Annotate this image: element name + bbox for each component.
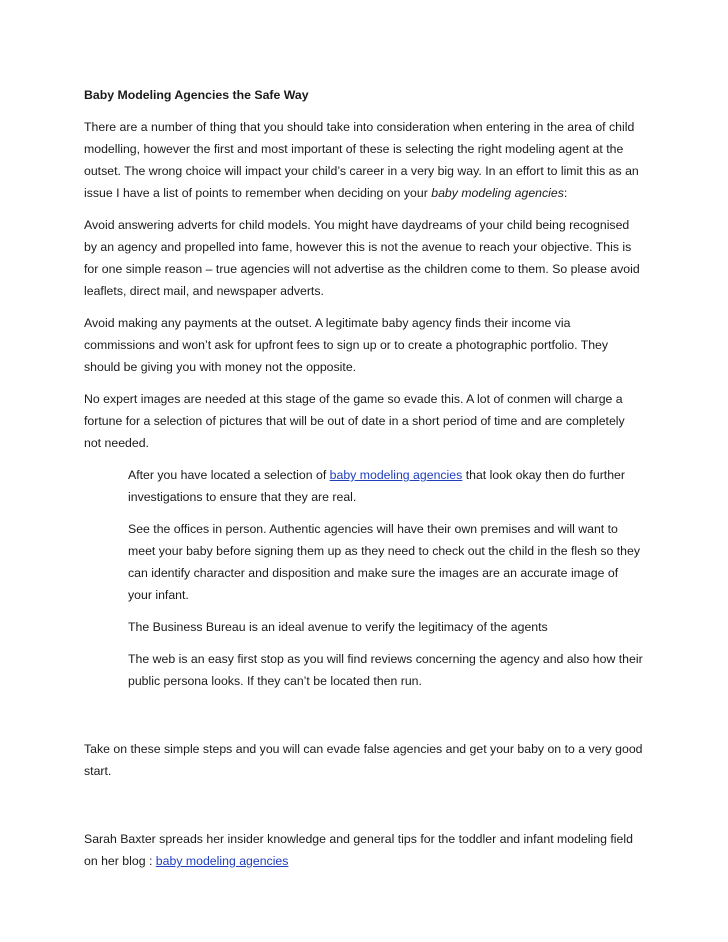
intro-colon: : bbox=[563, 186, 568, 200]
payments-paragraph: Avoid making any payments at the outset. A legitimate baby agency finds their income via commissions and won’t ask for upfront fees to sign up or to create a photographic portfolio. They should be giving you with money not the opposite. bbox=[84, 316, 609, 374]
agencies-link-inline[interactable]: baby modeling agencies bbox=[329, 468, 463, 482]
offices-paragraph: See the offices in person. Authentic agencies will have their own premises and will want to meet your baby before signing them up as they need to check out the child in the flesh so they can identify character and disposition and make sure the images are an accurate image of your infant. bbox=[128, 522, 641, 602]
investigate-text-before: After you have located a selection of bbox=[128, 468, 330, 482]
spacer bbox=[84, 702, 644, 738]
conclusion-paragraph: Take on these simple steps and you will can evade false agencies and get your baby on to a very good start. bbox=[84, 742, 643, 778]
web-reviews-paragraph: The web is an easy first stop as you will find reviews concerning the agency and also how their public persona looks. If they can’t be located then run. bbox=[128, 652, 643, 688]
adverts-paragraph: Avoid answering adverts for child models. You might have daydreams of your child being recognised by an agency and propelled into fame, however this is not the avenue to reach your objective. This is for one simple reason – true agencies will not advertise as the children come to them. So please avoid leaflets, direct mail, and newspaper adverts. bbox=[84, 218, 640, 298]
business-bureau-paragraph: The Business Bureau is an ideal avenue to verify the legitimacy of the agents bbox=[128, 620, 548, 634]
intro-italic-phrase: baby modeling agencies bbox=[431, 186, 564, 200]
investigate-text-after: that look okay then do further investigations to ensure that they are real. bbox=[128, 468, 625, 504]
author-bio-paragraph bbox=[84, 828, 644, 872]
spacer bbox=[84, 792, 644, 828]
author-bio-text: Sarah Baxter spreads her insider knowledge and general tips for the toddler and infant modeling field on her blog : bbox=[84, 832, 633, 868]
images-paragraph: No expert images are needed at this stage of the game so evade this. A lot of conmen will charge a fortune for a selection of pictures that will be out of date in a short period of time and are completely not needed. bbox=[84, 392, 625, 450]
document-body bbox=[84, 84, 644, 882]
intro-paragraph bbox=[84, 116, 644, 204]
agencies-link-blog[interactable]: baby modeling agencies bbox=[155, 854, 289, 868]
document-title: Baby Modeling Agencies the Safe Way bbox=[84, 88, 309, 102]
investigate-paragraph bbox=[128, 464, 644, 508]
intro-text: There are a number of thing that you should take into consideration when entering in the area of child modelling, however the first and most important of these is selecting the right modeling agent at the outset. The wrong choice will impact your child’s career in a very big way. In an effort to limit this as an issue I have a list of points to remember when deciding on your bbox=[84, 120, 639, 200]
